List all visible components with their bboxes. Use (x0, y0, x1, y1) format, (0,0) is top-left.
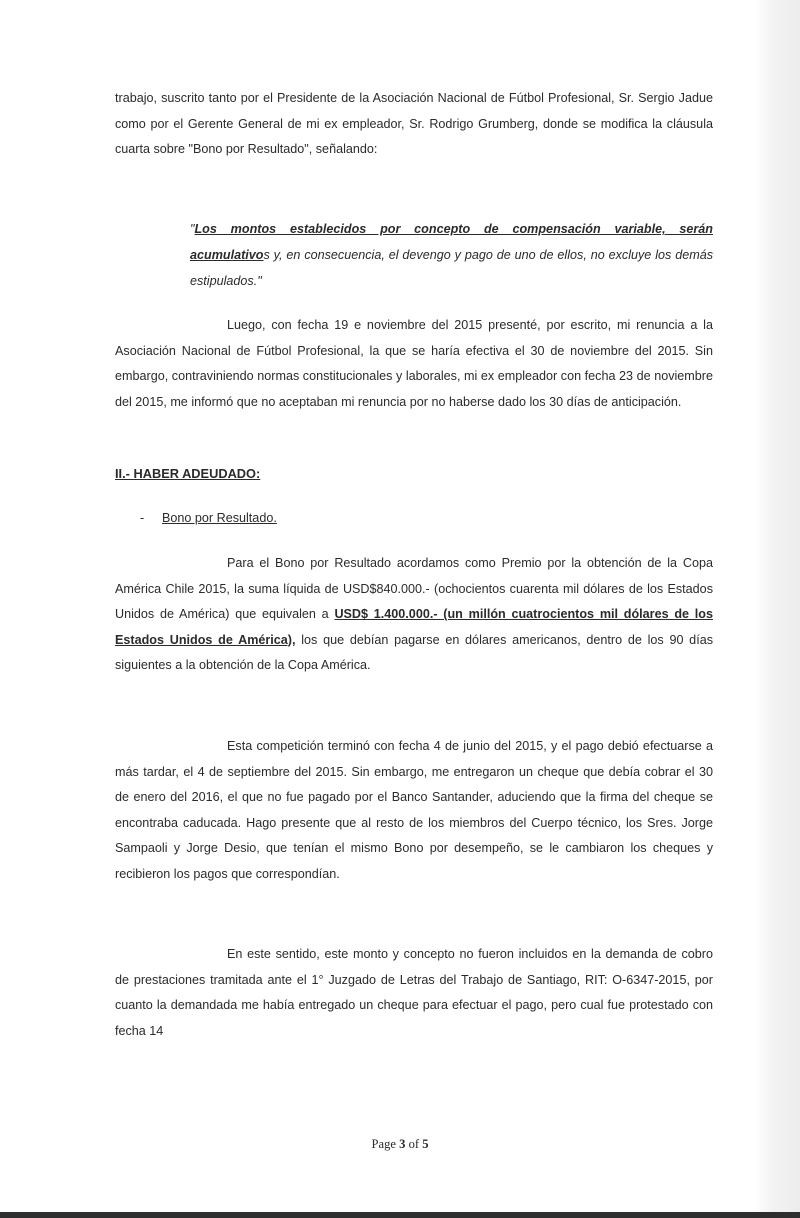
quote-open-mark: " (190, 222, 195, 236)
section-heading: II.- HABER ADEUDADO: (115, 466, 261, 481)
bullet-item (140, 511, 277, 525)
bullet-label: Bono por Resultado. (162, 511, 277, 525)
bonus-amount-emphasis: USD$ 1.400.000.- (un millón cuatrocientos mil dólares de los Estados Unidos de América), (115, 607, 713, 647)
bonus-text-after: los que debían pagarse en dólares americanos, dentro de los 90 días siguientes a la obtención de la Copa América. (115, 632, 713, 672)
footer-page-word: Page (371, 1137, 396, 1151)
paragraph-bonus (115, 551, 713, 679)
paragraph-competition: Esta competición terminó con fecha 4 de junio del 2015, y el pago debió efectuarse a más tardar, el 4 de septiembre del 2015. Sin embargo, me entregaron un cheque que debía cobrar el 30 de enero del 2016, el que no fue pagado por el Banco Santander, aduciendo que la firma del cheque se encontraba caducada. Hago presente que al resto de los miembros del Cuerpo técnico, los Sres. Jorge Sampaoli y Jorge Desio, que tenían el mismo Bono por desempeño, se le cambiaron los cheques y recibieron los pagos que correspondían. (115, 739, 713, 881)
bonus-text-before: Para el Bono por Resultado acordamos como Premio por la obtención de la Copa América Chile 2015, la suma líquida de USD$840.000.- (ochocientos cuarenta mil dólares de los Estados Unidos de América) que equivalen a (115, 556, 713, 621)
footer-current-page: 3 (399, 1137, 406, 1151)
quote-rest: s y, en consecuencia, el devengo y pago de uno de ellos, no excluye los demás estipulados." (190, 248, 713, 288)
quoted-clause (190, 216, 713, 294)
paragraph-lawsuit: En este sentido, este monto y concepto no fueron incluidos en la demanda de cobro de prestaciones tramitada ante el 1° Juzgado de Letras del Trabajo de Santiago, RIT: O-6347-2015, por cuanto la demandada me había entregado un cheque para efectuar el pago, pero cual fue protestado con fecha 14 (115, 947, 713, 1038)
bullet-dash: - (140, 511, 145, 525)
bottom-edge-bar (0, 1212, 800, 1218)
paragraph-resignation: Luego, con fecha 19 e noviembre del 2015 presenté, por escrito, mi renuncia a la Asociación Nacional de Fútbol Profesional, la que se haría efectiva el 30 de noviembre del 2015. Sin embargo, contraviniendo normas constitucionales y laborales, mi ex empleador con fecha 23 de noviembre del 2015, me informó que no aceptaban mi renuncia por no haberse dado los 30 días de anticipación. (115, 318, 713, 409)
page-edge-shadow (754, 0, 800, 1218)
footer-of-word: of (408, 1137, 420, 1151)
quote-emphasis: Los montos establecidos por concepto de compensación variable, serán acumulativo (190, 222, 713, 262)
page-footer (0, 1137, 800, 1152)
paragraph-contract-clause: trabajo, suscrito tanto por el Presidente de la Asociación Nacional de Fútbol Profesional, Sr. Sergio Jadue como por el Gerente General de mi ex empleador, Sr. Rodrigo Grumberg, donde se modifica la cláusula cuarta sobre "Bono por Resultado", señalando: (115, 91, 713, 156)
footer-total-pages: 5 (422, 1137, 429, 1151)
